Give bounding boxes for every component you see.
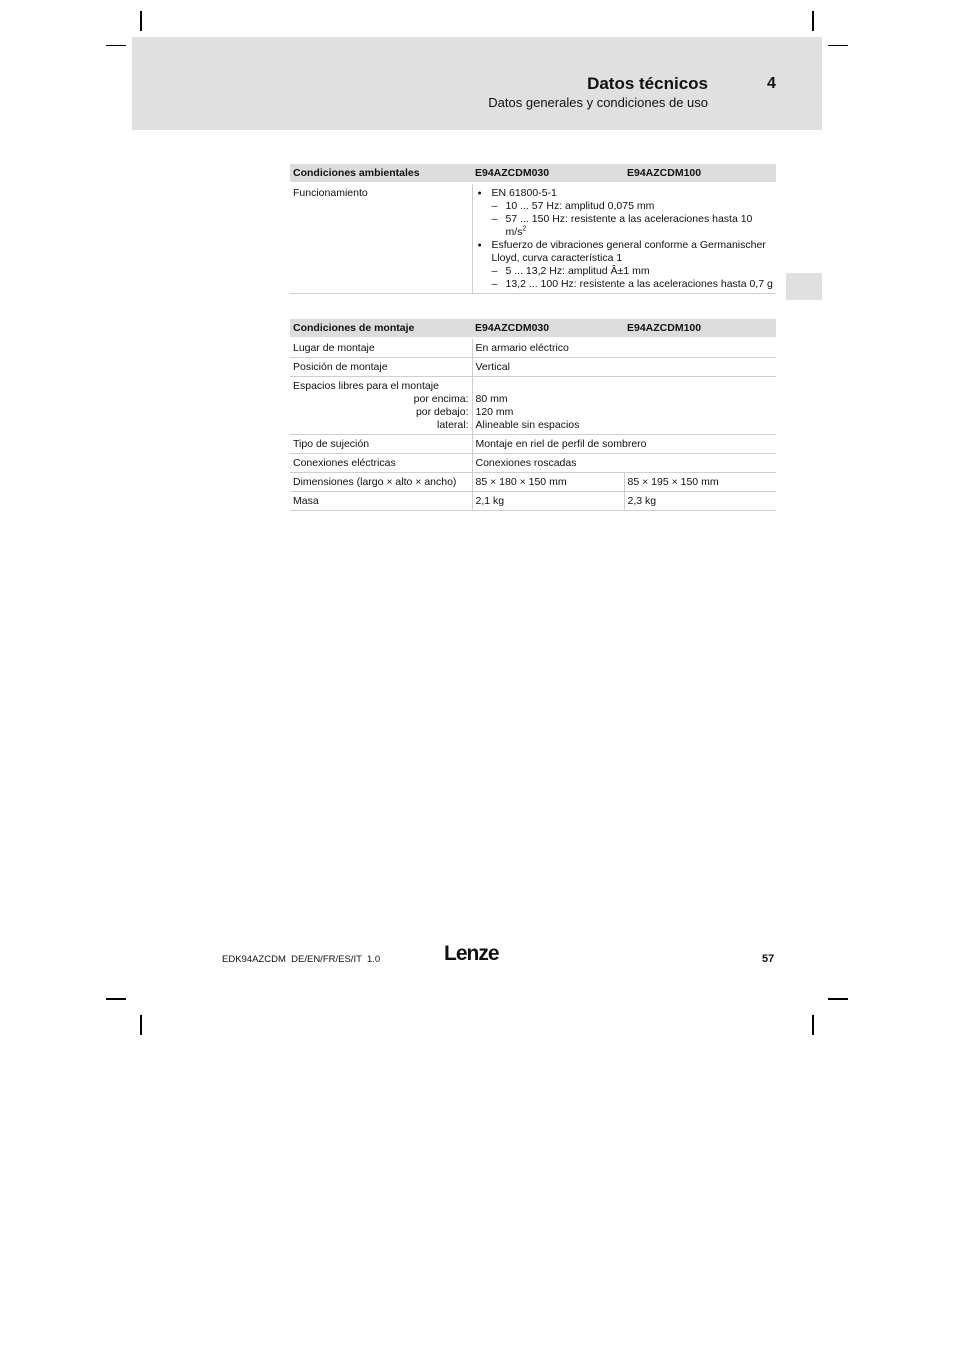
superscript: 2 xyxy=(522,225,527,233)
table-header-row xyxy=(290,319,776,338)
row-label: Masa xyxy=(290,492,472,511)
list-item: – 13,2 ... 100 Hz: resistente a las aceleraciones hasta 0,7 g xyxy=(492,278,774,291)
table-row xyxy=(290,473,776,492)
table-row xyxy=(290,338,776,358)
row-value: Vertical xyxy=(472,358,776,377)
list-item: – 5 ... 13,2 Hz: amplitud Â±1 mm xyxy=(492,265,774,278)
row-value xyxy=(472,377,776,435)
row-label-main: Espacios libres para el montaje xyxy=(293,380,439,392)
sub-value: Alineable sin espacios xyxy=(475,419,580,431)
row-value: 2,1 kg xyxy=(472,492,624,511)
row-value: Montaje en riel de perfil de sombrero xyxy=(472,435,776,454)
sub-value: 120 mm xyxy=(475,406,514,418)
bullet-text: EN 61800-5-1 xyxy=(491,187,557,199)
bullet-list xyxy=(476,187,774,291)
crop-mark xyxy=(140,11,142,31)
dash-text: 57 ... 150 Hz: resistente a las aceleraciones hasta 10 m/s xyxy=(505,213,753,238)
row-label: Posición de montaje xyxy=(290,358,472,377)
crop-mark xyxy=(812,11,814,31)
table-row xyxy=(290,183,776,294)
table-header-cell: E94AZCDM100 xyxy=(624,164,776,183)
crop-mark xyxy=(812,1015,814,1035)
chapter-number: 4 xyxy=(767,75,776,92)
row-label: Conexiones eléctricas xyxy=(290,454,472,473)
dash-list xyxy=(492,200,774,239)
lenze-logo: Lenze xyxy=(444,942,499,965)
sub-label: por debajo: xyxy=(415,406,469,418)
row-label xyxy=(290,377,472,435)
row-value: 2,3 kg xyxy=(624,492,776,511)
table-header-cell: E94AZCDM100 xyxy=(624,319,776,338)
crop-mark xyxy=(106,45,126,46)
list-item xyxy=(476,239,774,291)
row-value: 85 × 195 × 150 mm xyxy=(624,473,776,492)
list-item: – 10 ... 57 Hz: amplitud 0,075 mm xyxy=(492,200,774,213)
row-value: Conexiones roscadas xyxy=(472,454,776,473)
table-row xyxy=(290,492,776,511)
row-label: Lugar de montaje xyxy=(290,338,472,358)
crop-mark xyxy=(828,998,848,1000)
crop-mark xyxy=(140,1015,142,1035)
table-row xyxy=(290,454,776,473)
table-header-cell: E94AZCDM030 xyxy=(472,319,624,338)
sub-label: por encima: xyxy=(413,393,469,405)
chapter-side-tab xyxy=(786,273,822,300)
list-item xyxy=(492,213,774,239)
header-band xyxy=(132,37,822,130)
ambient-conditions-table xyxy=(290,164,776,294)
table-header-cell: Condiciones de montaje xyxy=(290,319,472,338)
sub-value: 80 mm xyxy=(475,393,508,405)
sub-label: lateral: xyxy=(436,419,469,431)
row-label: Dimensiones (largo × alto × ancho) xyxy=(290,473,472,492)
page-number: 57 xyxy=(762,953,775,965)
crop-mark xyxy=(828,45,848,46)
table-row xyxy=(290,377,776,435)
list-item xyxy=(476,187,774,239)
bullet-text: Esfuerzo de vibraciones general conforme a Germanischer Lloyd, curva característica 1 xyxy=(491,239,766,264)
mounting-conditions-table xyxy=(290,319,776,511)
table-header-cell: E94AZCDM030 xyxy=(472,164,624,183)
table-header-row xyxy=(290,164,776,183)
table-header-cell: Condiciones ambientales xyxy=(290,164,472,183)
table-row xyxy=(290,435,776,454)
row-label: Tipo de sujeción xyxy=(290,435,472,454)
row-value xyxy=(472,183,776,294)
page-subtitle: Datos generales y condiciones de uso xyxy=(488,95,708,110)
row-value: 85 × 180 × 150 mm xyxy=(472,473,624,492)
row-value: En armario eléctrico xyxy=(472,338,776,358)
page-title: Datos técnicos xyxy=(587,74,708,93)
table-row xyxy=(290,358,776,377)
dash-list xyxy=(492,265,774,291)
crop-mark xyxy=(106,998,126,1000)
row-label: Funcionamiento xyxy=(290,183,472,294)
document-id: EDK94AZCDM DE/EN/FR/ES/IT 1.0 xyxy=(222,954,381,965)
